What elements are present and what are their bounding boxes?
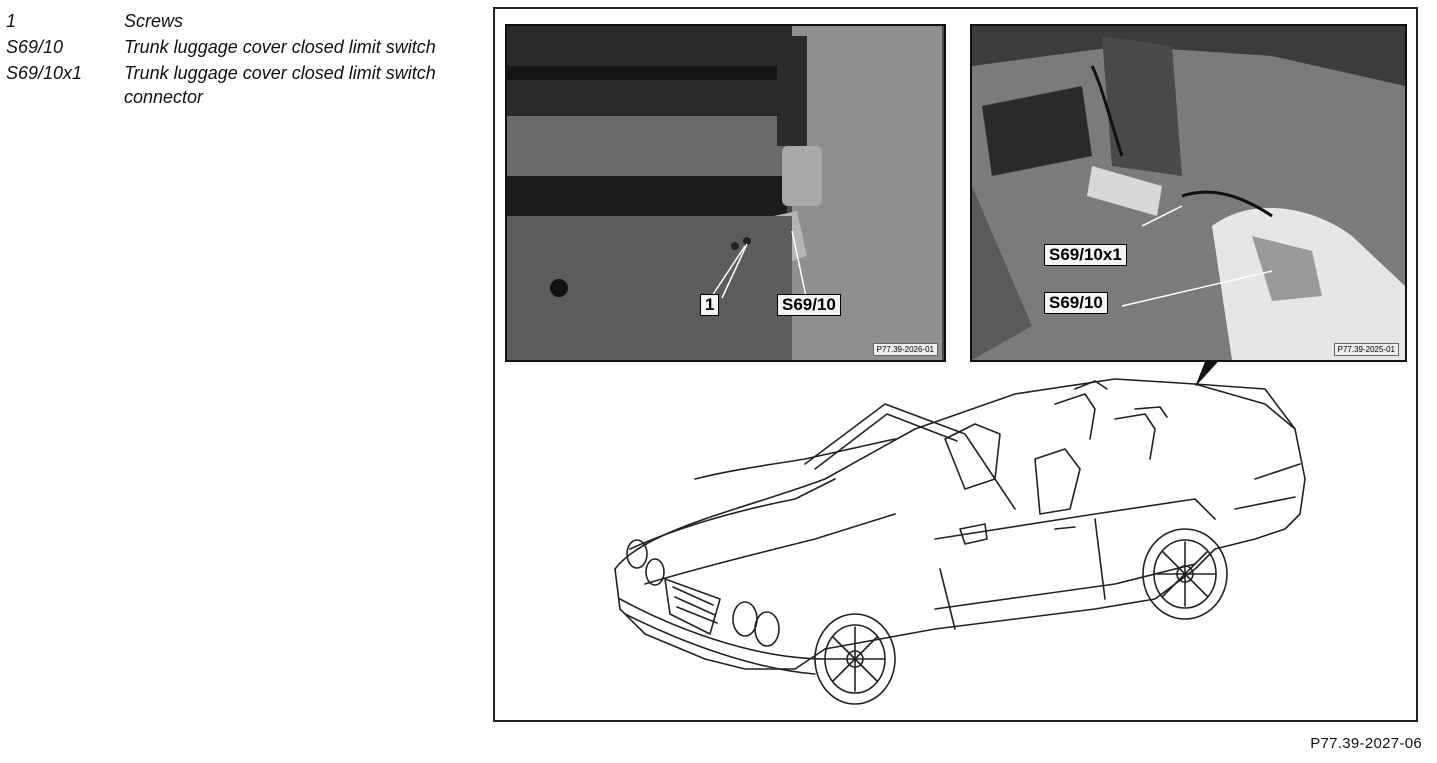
callout-limit-switch: S69/10 xyxy=(777,294,841,316)
legend-row xyxy=(6,60,476,109)
photo-right-image xyxy=(972,26,1405,360)
legend-description: Screws xyxy=(124,11,184,31)
callout-limit-switch: S69/10 xyxy=(1044,292,1108,314)
photo-reference: P77.39-2025-01 xyxy=(1334,343,1399,356)
legend-code: 1 xyxy=(6,11,17,31)
callout-connector: S69/10x1 xyxy=(1044,244,1127,266)
figure-reference: P77.39-2027-06 xyxy=(1310,735,1422,752)
legend-code: S69/10x1 xyxy=(6,63,83,83)
legend-description: Trunk luggage cover closed limit switch xyxy=(124,37,436,57)
legend-row xyxy=(6,34,476,60)
photo-left-image xyxy=(507,26,944,360)
legend xyxy=(6,8,476,109)
legend-description: Trunk luggage cover closed limit switch connector xyxy=(124,63,436,107)
photo-screws-and-limit-switch xyxy=(505,24,946,362)
photo-reference: P77.39-2026-01 xyxy=(873,343,938,356)
legend-code: S69/10 xyxy=(6,37,64,57)
figure-frame xyxy=(493,7,1418,722)
legend-row xyxy=(6,8,476,34)
photo-limit-switch-connector xyxy=(970,24,1407,362)
callout-screws: 1 xyxy=(700,294,719,316)
